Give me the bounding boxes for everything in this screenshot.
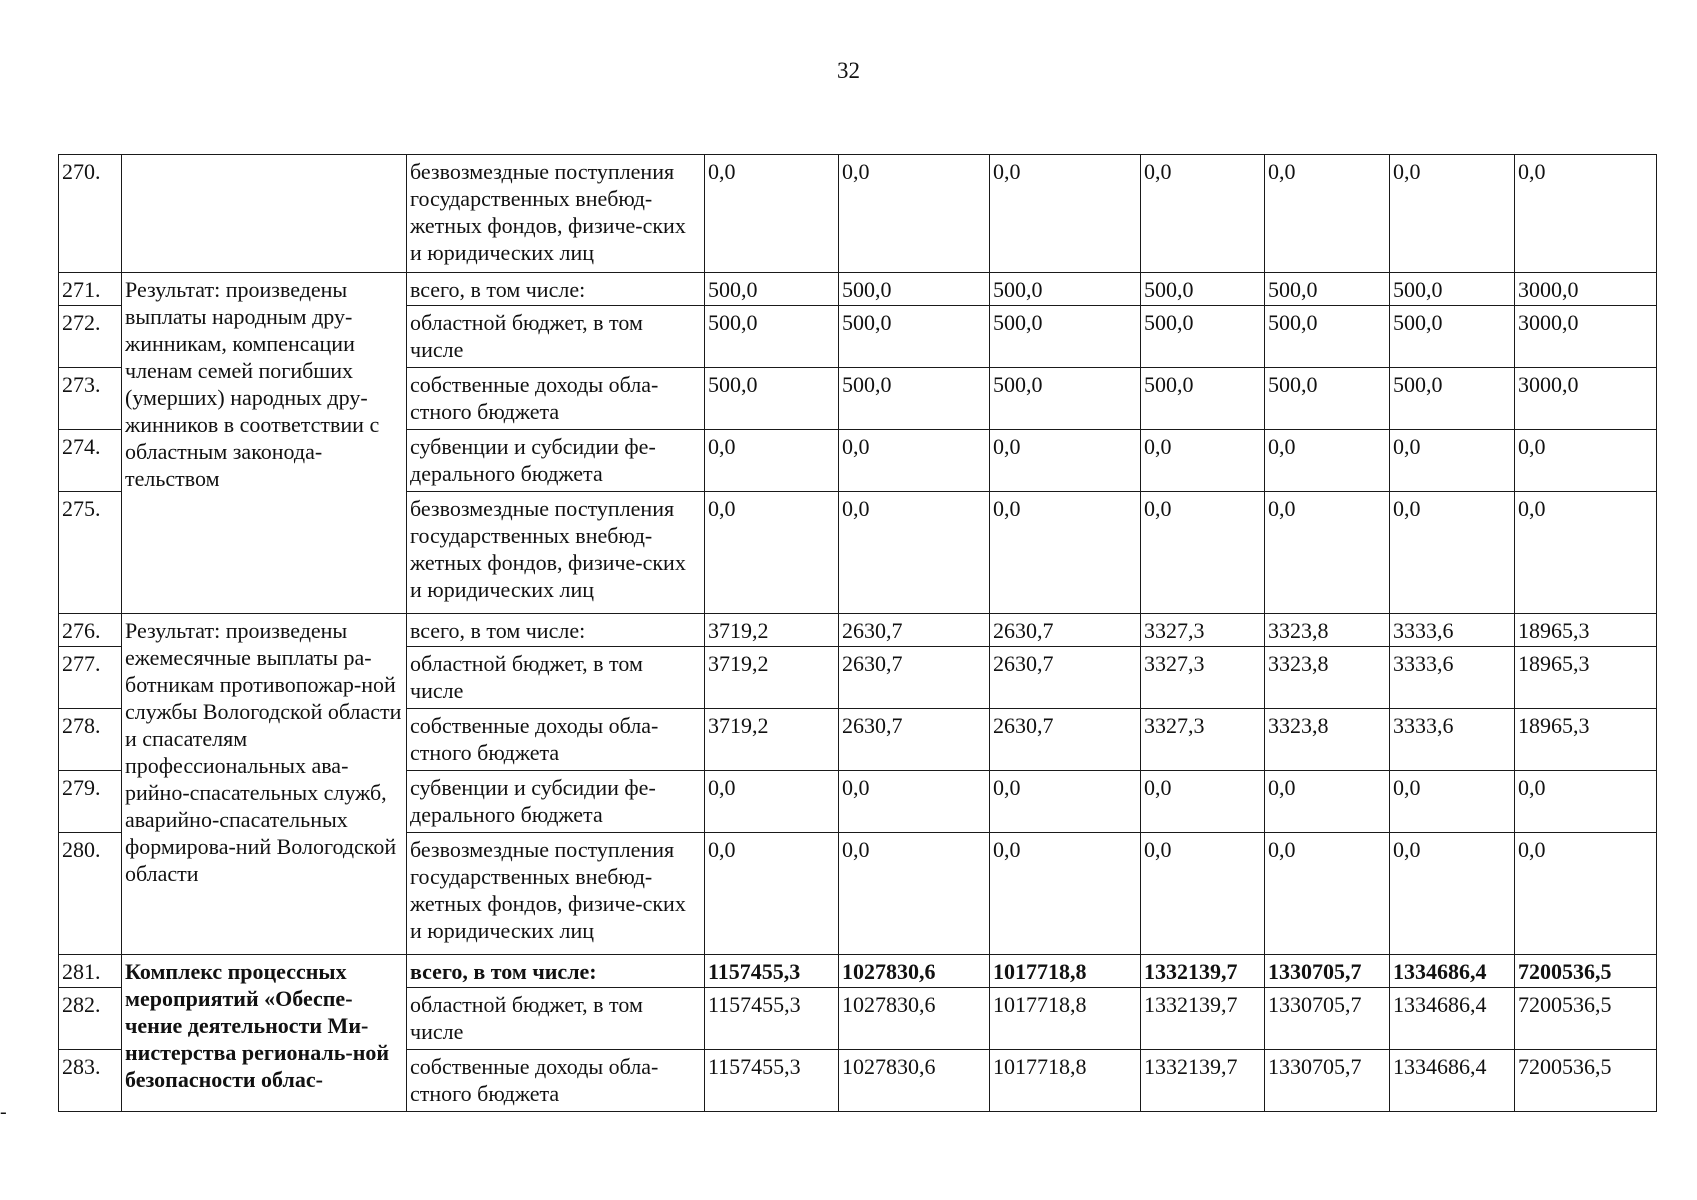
funding-source-label: безвозмездные поступления государственных внебюд-жетных фондов, физиче-ских и юридических лиц — [407, 492, 705, 614]
row-number: 276. — [59, 614, 122, 647]
funding-source-label: собственные доходы обла-стного бюджета — [407, 368, 705, 430]
funding-source-label: субвенции и субсидии фе-дерального бюджета — [407, 771, 705, 833]
value-cell: 3323,8 — [1265, 647, 1390, 709]
value-cell: 1334686,4 — [1390, 1050, 1515, 1112]
value-cell: 7200536,5 — [1515, 1050, 1657, 1112]
table-row — [59, 955, 1657, 988]
value-cell: 0,0 — [839, 430, 990, 492]
value-cell: 500,0 — [705, 368, 839, 430]
value-cell: 3000,0 — [1515, 368, 1657, 430]
table-row — [59, 155, 1657, 273]
value-cell: 0,0 — [1390, 833, 1515, 955]
value-cell: 3000,0 — [1515, 273, 1657, 306]
row-number: 271. — [59, 273, 122, 306]
value-cell: 0,0 — [1515, 771, 1657, 833]
value-cell: 3333,6 — [1390, 647, 1515, 709]
result-druzhinniki-description: Результат: произведены выплаты народным дру-жинникам, компенсации членам семей погибших (умерших) народных дру-жинников в соответствии с областным законода-тельством — [122, 273, 407, 614]
value-cell: 0,0 — [1141, 155, 1265, 273]
row-number: 280. — [59, 833, 122, 955]
value-cell: 2630,7 — [839, 647, 990, 709]
value-cell: 2630,7 — [990, 614, 1141, 647]
table-row — [59, 614, 1657, 647]
value-cell: 1332139,7 — [1141, 955, 1265, 988]
value-cell: 0,0 — [1265, 771, 1390, 833]
value-cell: 0,0 — [1515, 155, 1657, 273]
value-cell: 0,0 — [1265, 492, 1390, 614]
value-cell: 500,0 — [1141, 368, 1265, 430]
row-number: 278. — [59, 709, 122, 771]
value-cell: 3719,2 — [705, 614, 839, 647]
funding-source-label: собственные доходы обла-стного бюджета — [407, 1050, 705, 1112]
page-number: 32 — [837, 58, 860, 83]
value-cell: 3719,2 — [705, 647, 839, 709]
value-cell: 500,0 — [1390, 306, 1515, 368]
row-number: 283. — [59, 1050, 122, 1112]
value-cell: 2630,7 — [839, 709, 990, 771]
funding-source-label: субвенции и субсидии фе-дерального бюджета — [407, 430, 705, 492]
funding-source-label: всего, в том числе: — [407, 614, 705, 647]
value-cell: 500,0 — [1265, 306, 1390, 368]
value-cell: 0,0 — [1390, 492, 1515, 614]
row-number: 270. — [59, 155, 122, 273]
funding-source-label: всего, в том числе: — [407, 273, 705, 306]
funding-source-label: областной бюджет, в том числе — [407, 988, 705, 1050]
value-cell: 0,0 — [1265, 430, 1390, 492]
margin-mark: - — [0, 1101, 7, 1123]
value-cell: 0,0 — [839, 492, 990, 614]
value-cell: 500,0 — [839, 368, 990, 430]
value-cell: 7200536,5 — [1515, 988, 1657, 1050]
value-cell: 0,0 — [1390, 155, 1515, 273]
value-cell: 0,0 — [705, 155, 839, 273]
value-cell: 500,0 — [839, 306, 990, 368]
funding-source-label: областной бюджет, в том числе — [407, 647, 705, 709]
value-cell: 3719,2 — [705, 709, 839, 771]
table-row — [59, 273, 1657, 306]
value-cell: 1017718,8 — [990, 955, 1141, 988]
complex-measures-description: Комплекс процессных мероприятий «Обеспе-чение деятельности Ми-нистерства региональ-ной безопасности облас- — [122, 955, 407, 1112]
row-number: 274. — [59, 430, 122, 492]
value-cell: 18965,3 — [1515, 614, 1657, 647]
value-cell: 3000,0 — [1515, 306, 1657, 368]
value-cell: 0,0 — [1141, 833, 1265, 955]
value-cell: 1334686,4 — [1390, 955, 1515, 988]
value-cell: 0,0 — [1390, 771, 1515, 833]
row-number: 273. — [59, 368, 122, 430]
value-cell: 1332139,7 — [1141, 988, 1265, 1050]
funding-source-label: безвозмездные поступления государственных внебюд-жетных фондов, физиче-ских и юридических лиц — [407, 833, 705, 955]
value-cell: 0,0 — [1265, 833, 1390, 955]
value-cell: 18965,3 — [1515, 709, 1657, 771]
value-cell: 0,0 — [705, 430, 839, 492]
value-cell: 0,0 — [990, 771, 1141, 833]
row-number: 279. — [59, 771, 122, 833]
value-cell: 1017718,8 — [990, 988, 1141, 1050]
value-cell: 0,0 — [1141, 430, 1265, 492]
value-cell: 1157455,3 — [705, 988, 839, 1050]
budget-table — [58, 154, 1657, 1112]
result-fire-service-description: Результат: произведены ежемесячные выплаты ра-ботникам противопожар-ной службы Вологодской области и спасателям профессиональных ава-рийно-спасательных служб, аварийно-спасательных формирова-ний Вологодской области — [122, 614, 407, 955]
value-cell: 3327,3 — [1141, 614, 1265, 647]
value-cell: 3333,6 — [1390, 614, 1515, 647]
value-cell: 1334686,4 — [1390, 988, 1515, 1050]
value-cell: 500,0 — [1141, 273, 1265, 306]
value-cell: 1017718,8 — [990, 1050, 1141, 1112]
value-cell: 1330705,7 — [1265, 955, 1390, 988]
value-cell: 0,0 — [1515, 430, 1657, 492]
value-cell: 0,0 — [1515, 833, 1657, 955]
value-cell: 500,0 — [990, 306, 1141, 368]
value-cell: 0,0 — [1265, 155, 1390, 273]
value-cell: 2630,7 — [839, 614, 990, 647]
value-cell: 0,0 — [839, 833, 990, 955]
row-description-empty — [122, 155, 407, 273]
value-cell: 1027830,6 — [839, 1050, 990, 1112]
value-cell: 500,0 — [839, 273, 990, 306]
value-cell: 1330705,7 — [1265, 988, 1390, 1050]
row-number: 281. — [59, 955, 122, 988]
row-number: 275. — [59, 492, 122, 614]
row-number: 272. — [59, 306, 122, 368]
value-cell: 2630,7 — [990, 709, 1141, 771]
value-cell: 0,0 — [990, 492, 1141, 614]
value-cell: 0,0 — [990, 430, 1141, 492]
value-cell: 18965,3 — [1515, 647, 1657, 709]
value-cell: 0,0 — [1390, 430, 1515, 492]
value-cell: 1332139,7 — [1141, 1050, 1265, 1112]
value-cell: 0,0 — [839, 155, 990, 273]
value-cell: 7200536,5 — [1515, 955, 1657, 988]
value-cell: 500,0 — [1141, 306, 1265, 368]
value-cell: 0,0 — [990, 833, 1141, 955]
value-cell: 2630,7 — [990, 647, 1141, 709]
value-cell: 1027830,6 — [839, 988, 990, 1050]
value-cell: 500,0 — [990, 273, 1141, 306]
value-cell: 500,0 — [1265, 273, 1390, 306]
value-cell: 0,0 — [705, 492, 839, 614]
value-cell: 0,0 — [839, 771, 990, 833]
value-cell: 0,0 — [705, 833, 839, 955]
funding-source-label: областной бюджет, в том числе — [407, 306, 705, 368]
value-cell: 500,0 — [1390, 273, 1515, 306]
value-cell: 500,0 — [1390, 368, 1515, 430]
value-cell: 500,0 — [705, 273, 839, 306]
value-cell: 1157455,3 — [705, 955, 839, 988]
value-cell: 500,0 — [1265, 368, 1390, 430]
row-number: 282. — [59, 988, 122, 1050]
value-cell: 0,0 — [705, 771, 839, 833]
row-number: 277. — [59, 647, 122, 709]
value-cell: 3327,3 — [1141, 709, 1265, 771]
value-cell: 0,0 — [1141, 492, 1265, 614]
funding-source-label: собственные доходы обла-стного бюджета — [407, 709, 705, 771]
value-cell: 500,0 — [705, 306, 839, 368]
value-cell: 3327,3 — [1141, 647, 1265, 709]
value-cell: 500,0 — [990, 368, 1141, 430]
funding-source-label: безвозмездные поступления государственных внебюд-жетных фондов, физиче-ских и юридических лиц — [407, 155, 705, 273]
value-cell: 0,0 — [1515, 492, 1657, 614]
value-cell: 1027830,6 — [839, 955, 990, 988]
funding-source-label: всего, в том числе: — [407, 955, 705, 988]
value-cell: 3333,6 — [1390, 709, 1515, 771]
value-cell: 1157455,3 — [705, 1050, 839, 1112]
value-cell: 0,0 — [990, 155, 1141, 273]
value-cell: 3323,8 — [1265, 614, 1390, 647]
value-cell: 0,0 — [1141, 771, 1265, 833]
value-cell: 1330705,7 — [1265, 1050, 1390, 1112]
value-cell: 3323,8 — [1265, 709, 1390, 771]
